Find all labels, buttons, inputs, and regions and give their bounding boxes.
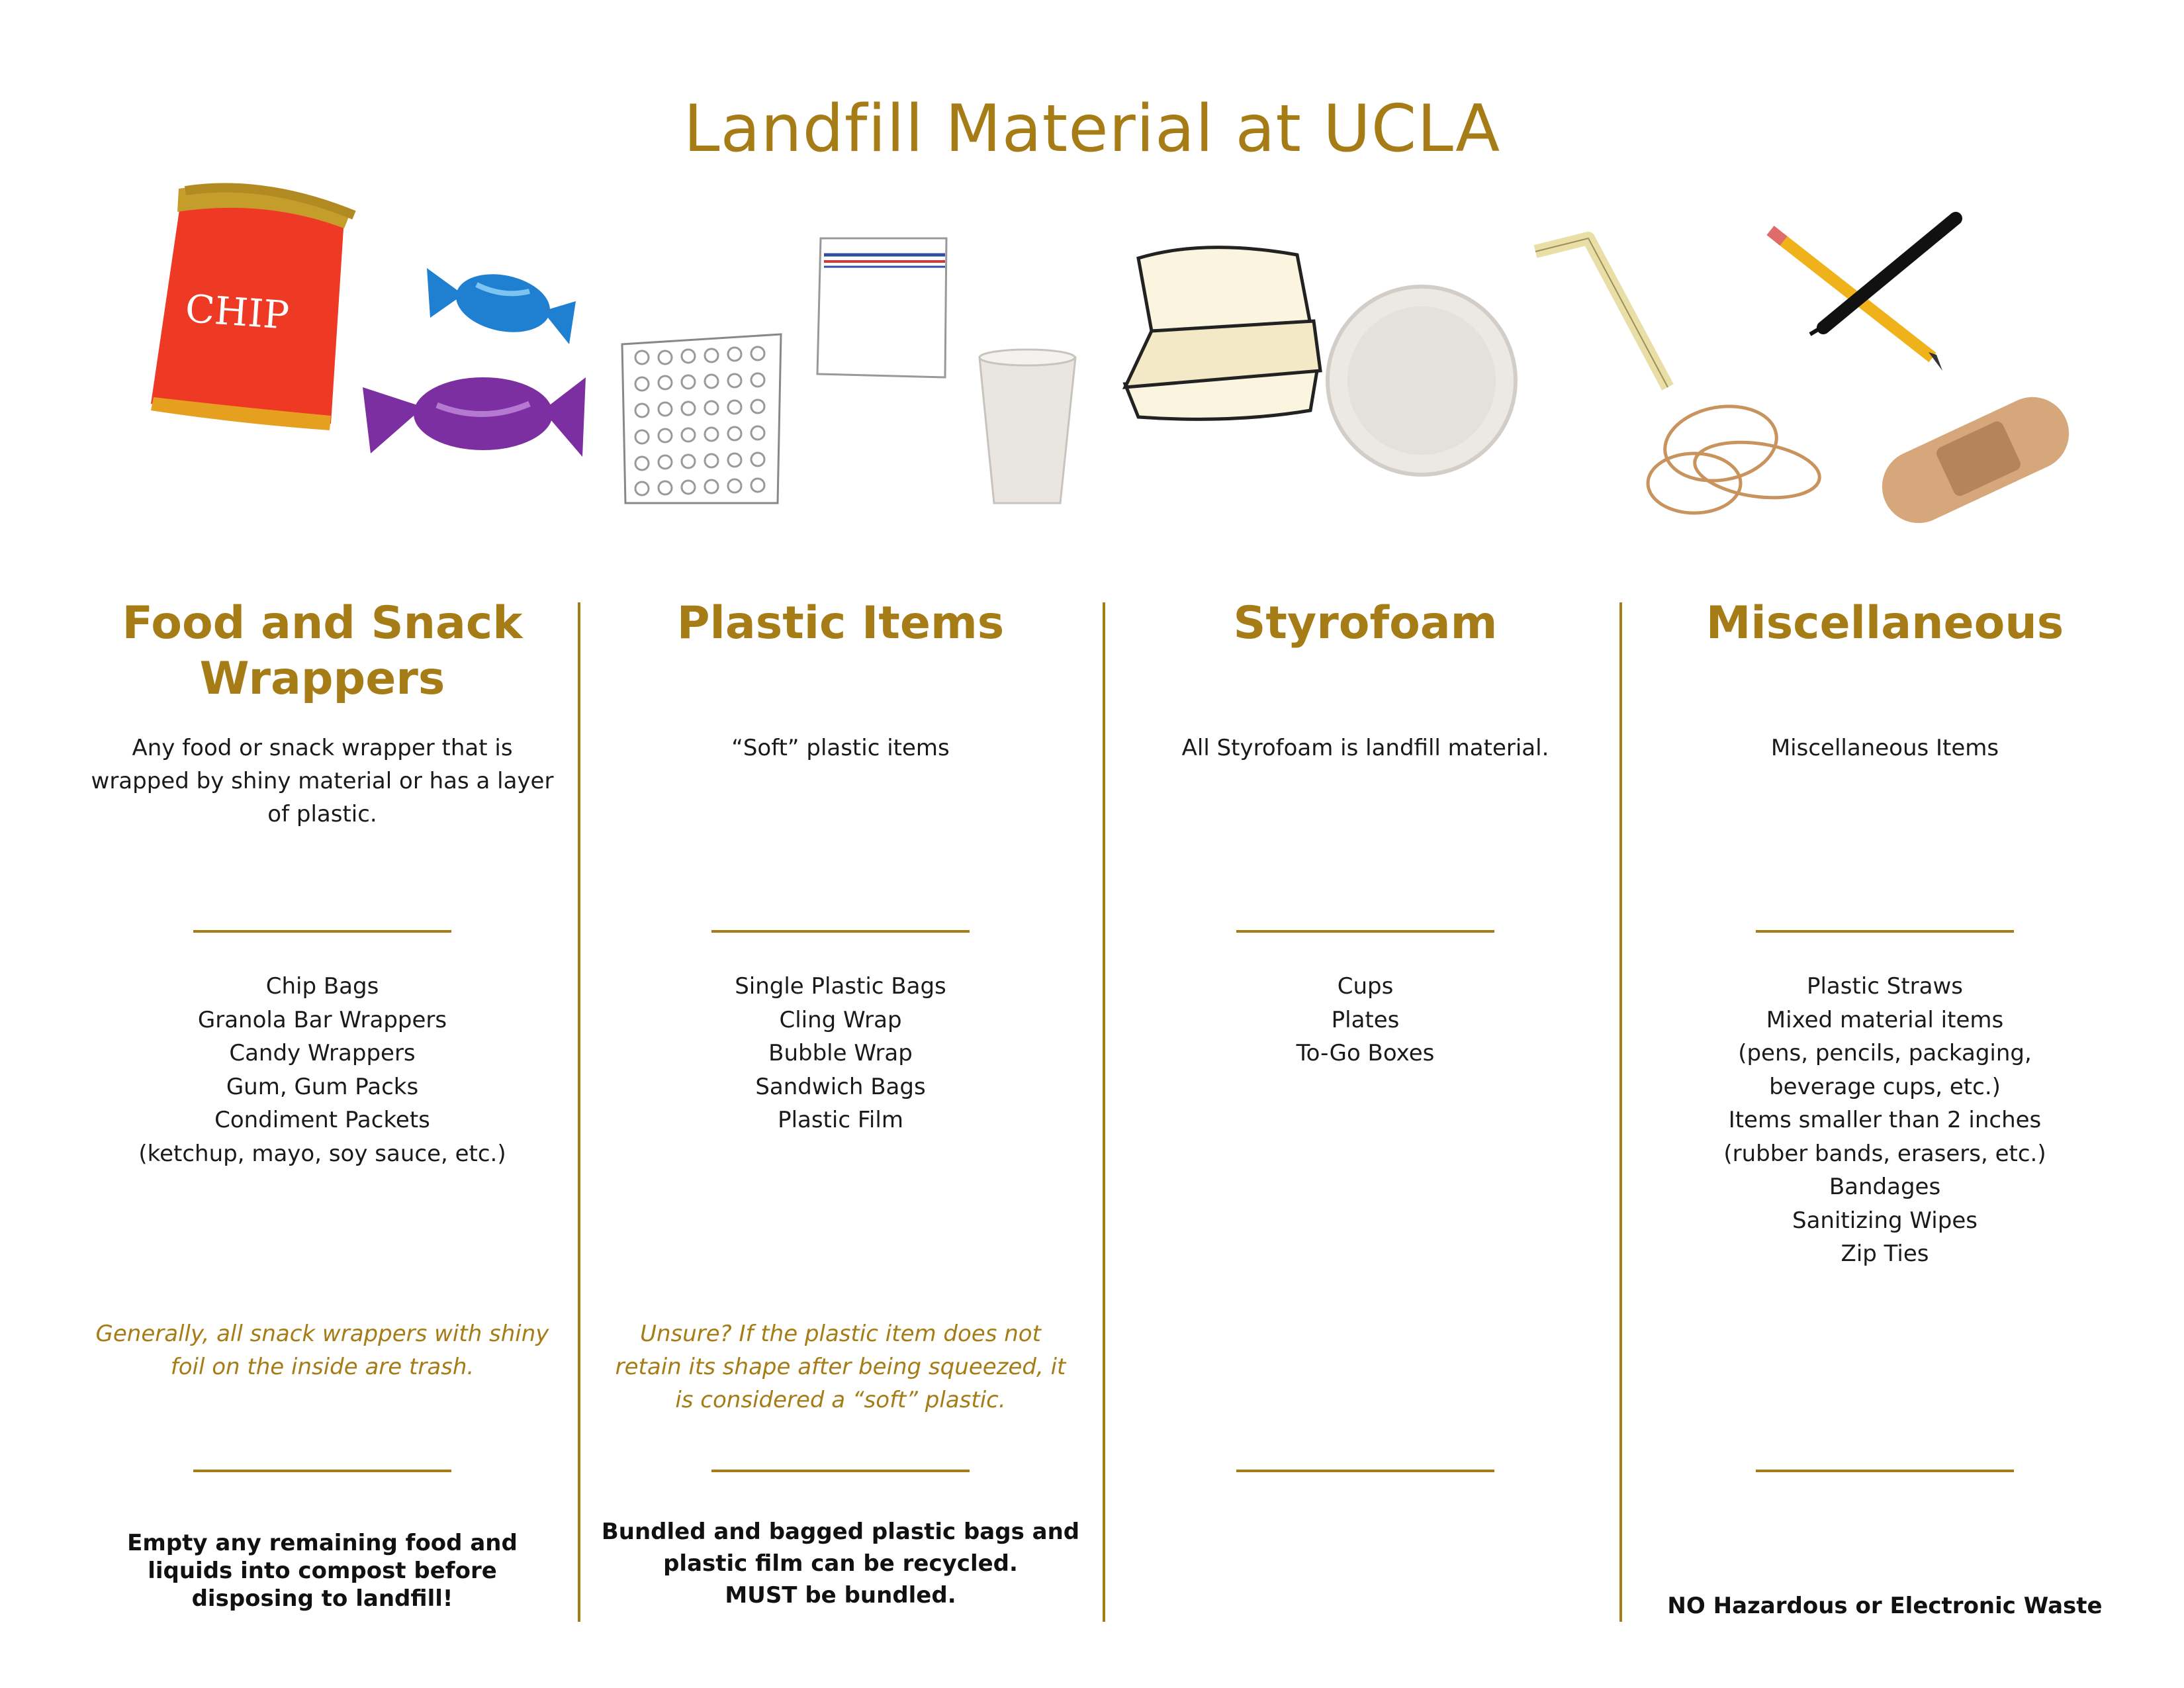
list-item: Bubble Wrap (768, 1040, 913, 1066)
straw-icon (1535, 238, 1668, 387)
illustrations (0, 0, 2184, 530)
column-note: Unsure? If the plastic item does not retain its shape after being squeezed, it is considered a “soft” plastic. (615, 1321, 1066, 1413)
page-title: Landfill Material at UCLA (683, 91, 1501, 167)
column-heading: Food and Snack Wrappers (122, 597, 523, 705)
purple-candy-icon (363, 377, 586, 457)
column-description: “Soft” plastic items (731, 735, 950, 761)
list-item: (ketchup, mayo, soy sauce, etc.) (138, 1140, 506, 1167)
list-item: Granola Bar Wrappers (197, 1006, 447, 1033)
divider-rule (1756, 930, 2014, 933)
column-plastic-items (589, 596, 1092, 1609)
column-food-wrappers (71, 596, 574, 1612)
list-item: Mixed material items (1766, 1006, 2004, 1033)
list-item: Items smaller than 2 inches (1728, 1107, 2042, 1133)
list-item: Condiment Packets (214, 1107, 430, 1133)
to-go-box-icon (1125, 248, 1320, 420)
divider-rule (711, 930, 970, 933)
column-divider (1103, 602, 1105, 1622)
item-list (1633, 970, 2136, 1271)
column-footer: NO Hazardous or Electronic Waste (1667, 1593, 2103, 1619)
list-item: Plates (1331, 1006, 1400, 1033)
chip-bag-label: CHIP (183, 285, 291, 338)
divider-rule (1756, 1470, 2014, 1472)
list-item: Plastic Film (778, 1107, 903, 1133)
item-list (1114, 970, 1617, 1070)
column-heading: Plastic Items (676, 597, 1005, 649)
sandwich-bag-icon (817, 238, 946, 377)
list-item: Candy Wrappers (229, 1040, 416, 1066)
column-description: Miscellaneous Items (1770, 735, 1999, 761)
item-list (589, 970, 1092, 1137)
list-item: Gum, Gum Packs (226, 1073, 419, 1100)
list-item: (pens, pencils, packaging, (1738, 1040, 2032, 1066)
divider-rule (711, 1470, 970, 1472)
column-heading: Miscellaneous (1706, 597, 2064, 649)
divider-rule (193, 1470, 451, 1472)
styrofoam-plate-icon (1328, 287, 1516, 475)
list-item: Cling Wrap (779, 1006, 902, 1033)
column-footer: Bundled and bagged plastic bags and plastic film can be recycled. MUST be bundled. (601, 1519, 1080, 1609)
column-footer: Empty any remaining food and liquids into compost before disposing to landfill! (127, 1530, 518, 1612)
list-item: Bandages (1829, 1174, 1941, 1200)
list-item: Cups (1337, 973, 1394, 1000)
column-note: Generally, all snack wrappers with shiny foil on the inside are trash. (95, 1321, 549, 1380)
list-item: Sanitizing Wipes (1792, 1207, 1978, 1234)
column-miscellaneous (1633, 596, 2136, 1619)
list-item: Sandwich Bags (755, 1073, 926, 1100)
bandage-icon (1870, 385, 2081, 530)
column-divider (578, 602, 580, 1622)
column-heading: Styrofoam (1233, 597, 1498, 649)
list-item: (rubber bands, erasers, etc.) (1723, 1140, 2046, 1167)
styrofoam-cup-icon (979, 350, 1075, 503)
list-item: Single Plastic Bags (735, 973, 946, 1000)
list-item: beverage cups, etc.) (1769, 1073, 2001, 1100)
list-item: Chip Bags (265, 973, 379, 1000)
column-description: Any food or snack wrapper that is wrapped by shiny material or has a layer of plastic. (91, 735, 554, 827)
divider-rule (193, 930, 451, 933)
column-styrofoam (1114, 596, 1617, 1066)
list-item: Zip Ties (1841, 1241, 1929, 1267)
column-description: All Styrofoam is landfill material. (1181, 735, 1549, 761)
chip-bag-icon (151, 185, 354, 430)
list-item: To-Go Boxes (1296, 1040, 1435, 1066)
divider-rule (1236, 930, 1494, 933)
item-list (71, 970, 574, 1170)
bubble-wrap-icon (622, 334, 781, 503)
divider-rule (1236, 1470, 1494, 1472)
rubber-bands-icon (1648, 398, 1823, 513)
list-item: Plastic Straws (1806, 973, 1964, 1000)
blue-candy-icon (427, 266, 576, 344)
column-divider (1619, 602, 1622, 1622)
